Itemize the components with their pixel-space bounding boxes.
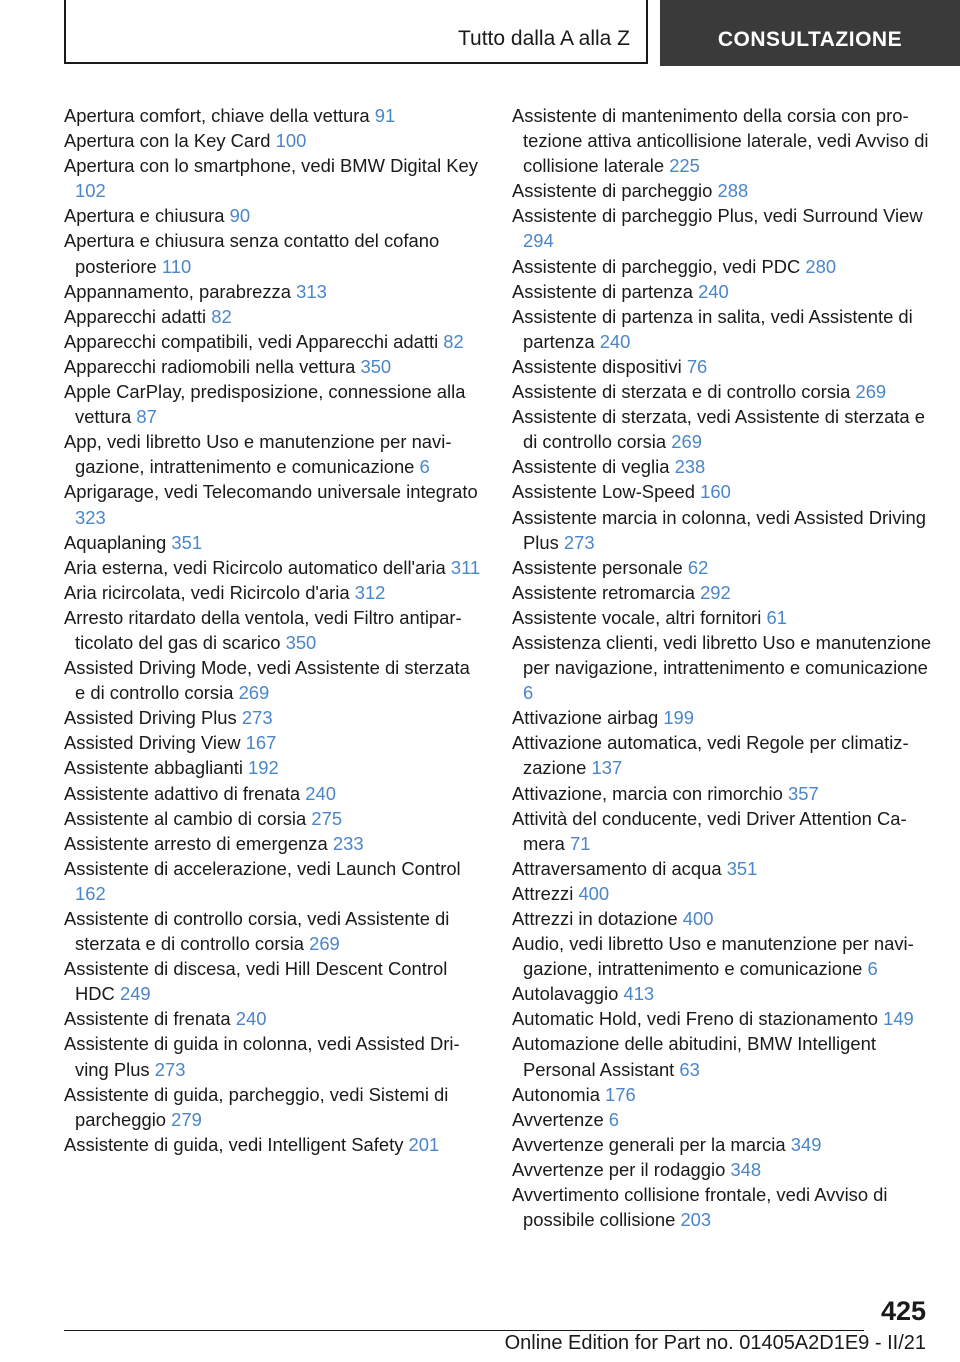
index-page-link[interactable]: 273 xyxy=(563,531,595,553)
index-entry-text: Audio, vedi libretto Uso e manutenzione per navigazione, intrattenimento e comunicazione xyxy=(512,933,914,980)
index-entry-text: Assistente retromarcia xyxy=(512,581,695,603)
index-entry-text: Assistenza clienti, vedi libretto Uso e manutenzione per navigazione, intrattenimento e comunicazione xyxy=(512,631,932,679)
index-entry-text: Attivazione, marcia con rimorchio xyxy=(512,782,783,804)
index-page-link[interactable]: 348 xyxy=(730,1158,762,1180)
index-entry xyxy=(512,781,932,806)
index-entry xyxy=(512,1132,932,1157)
index-entry xyxy=(512,505,932,555)
index-entry xyxy=(64,279,482,304)
index-entry-text: Avvertenze per il rodaggio xyxy=(512,1158,726,1180)
index-entry xyxy=(64,781,482,806)
index-entry-text: Assisted Driving Plus xyxy=(64,707,237,729)
index-page-link[interactable]: 100 xyxy=(275,130,307,152)
index-page-link[interactable]: 349 xyxy=(790,1133,822,1155)
index-entry xyxy=(64,555,482,580)
index-entry xyxy=(64,831,482,856)
index-page-link[interactable]: 71 xyxy=(570,832,591,854)
index-entry xyxy=(512,379,932,404)
index-page-link[interactable]: 350 xyxy=(285,631,317,653)
index-entry xyxy=(64,530,482,555)
index-entry-text: Assistente marcia in colonna, vedi Assisted Driving Plus xyxy=(512,506,926,553)
index-entry xyxy=(64,329,482,354)
index-entry-text: Assistente di accelerazione, vedi Launch Control xyxy=(64,857,461,879)
index-entry-text: Attività del conducente, vedi Driver Attention Camera xyxy=(512,807,907,854)
index-page-link[interactable]: 400 xyxy=(578,882,610,904)
index-entry xyxy=(512,1006,932,1031)
index-entry xyxy=(64,730,482,755)
index-entry xyxy=(512,279,932,304)
index-page-link[interactable]: 63 xyxy=(679,1058,700,1080)
index-page-link[interactable]: 137 xyxy=(591,757,623,779)
index-entry-text: Aprigarage, vedi Telecomando universale integrato xyxy=(64,481,478,503)
index-entry-text: Assistente al cambio di corsia xyxy=(64,807,307,829)
index-entry-text: Attrezzi in dotazione xyxy=(512,908,678,929)
header-chapter-title: CONSULTAZIONE xyxy=(717,28,903,51)
index-page-link[interactable]: 269 xyxy=(309,933,340,955)
index-entry-text: Avvertenze generali per la marcia xyxy=(512,1133,786,1155)
index-page-link[interactable]: 91 xyxy=(374,105,396,126)
page-number: 425 xyxy=(880,1296,926,1326)
index-entry-text: App, vedi libretto Uso e manutenzione per navigazione, intrattenimento e comunicazione xyxy=(64,431,452,478)
index-page-link[interactable]: 313 xyxy=(296,280,327,302)
index-entry xyxy=(64,705,482,730)
index-page-link[interactable]: 269 xyxy=(238,682,270,704)
index-entry xyxy=(512,103,932,178)
index-page-link[interactable]: 273 xyxy=(154,1058,186,1080)
index-entry-text: Avvertimento collisione frontale, vedi Avviso di possibile collisione xyxy=(512,1184,888,1231)
index-entry-text: Assistente di mantenimento della corsia con protezione attiva anticollisione laterale, vedi Avviso di collisione laterale xyxy=(512,105,929,177)
index-entry-text: Assistente Low-Speed xyxy=(512,481,695,503)
index-entry-text: Assistente di guida in colonna, vedi Assisted Driving Plus xyxy=(64,1033,460,1080)
index-page-link[interactable]: 167 xyxy=(245,732,277,754)
index-page-link[interactable]: 413 xyxy=(623,983,655,1005)
index-entry xyxy=(512,1157,932,1182)
index-column-left xyxy=(64,103,482,1157)
index-page-link[interactable]: 162 xyxy=(75,882,106,904)
index-entry-text: Avvertenze xyxy=(512,1108,604,1130)
index-page-link[interactable]: 269 xyxy=(855,381,887,403)
index-entry xyxy=(64,906,482,956)
index-entry-text: Assistente di frenata xyxy=(64,1008,231,1030)
index-entry xyxy=(512,479,932,504)
index-entry xyxy=(64,605,482,655)
index-page-link[interactable]: 149 xyxy=(883,1008,914,1030)
index-entry xyxy=(512,178,932,203)
index-entry xyxy=(64,1132,482,1157)
index-entry-text: Assisted Driving View xyxy=(64,732,241,754)
index-page-link[interactable]: 61 xyxy=(766,606,787,628)
index-entry-text: Autonomia xyxy=(512,1083,600,1105)
index-entry-text: Apple CarPlay, predisposizione, connessione alla vettura xyxy=(64,381,466,428)
index-page-link[interactable]: 6 xyxy=(419,456,430,478)
index-page-link[interactable]: 275 xyxy=(311,807,343,829)
index-page-link[interactable]: 199 xyxy=(663,707,695,729)
index-entry xyxy=(512,254,932,279)
index-page-link[interactable]: 240 xyxy=(235,1008,267,1030)
index-entry-text: Attivazione automatica, vedi Regole per climatizzazione xyxy=(512,732,909,779)
index-entry xyxy=(512,931,932,981)
index-entry xyxy=(64,128,482,153)
index-entry xyxy=(64,479,482,529)
index-page-link[interactable]: 176 xyxy=(605,1083,636,1105)
index-page-link[interactable]: 62 xyxy=(687,556,709,578)
index-entry-text: Assisted Driving Mode, vedi Assistente di sterzata e di controllo corsia xyxy=(64,657,470,704)
index-entry-text: Automazione delle abitudini, BMW Intelligent Personal Assistant xyxy=(512,1033,876,1080)
index-entry-text: Assistente di partenza xyxy=(512,280,693,302)
index-page-link[interactable]: 233 xyxy=(332,832,364,854)
index-entry-text: Automatic Hold, vedi Freno di stazionamento xyxy=(512,1008,878,1030)
index-entry xyxy=(512,981,932,1006)
header-chapter-tab xyxy=(660,0,960,66)
index-column-right xyxy=(512,103,932,1232)
index-page-link[interactable]: 351 xyxy=(171,531,203,553)
index-page-link[interactable]: 294 xyxy=(523,230,554,252)
index-entry-text: Assistente adattivo di frenata xyxy=(64,782,301,804)
index-entry-text: Assistente di sterzata e di controllo corsia xyxy=(512,381,851,403)
index-entry xyxy=(512,203,932,253)
index-page-link[interactable]: 351 xyxy=(726,857,758,879)
index-page-link[interactable]: 273 xyxy=(241,707,273,729)
index-entry xyxy=(64,228,482,278)
index-page-link[interactable]: 160 xyxy=(700,481,731,503)
index-page-link[interactable]: 6 xyxy=(523,682,534,704)
index-entry-text: Assistente di parcheggio Plus, vedi Surround View xyxy=(512,205,923,227)
index-page-link[interactable]: 288 xyxy=(717,180,749,202)
index-entry-text: Assistente di discesa, vedi Hill Descent Control HDC xyxy=(64,958,448,1005)
index-page-link[interactable]: 6 xyxy=(867,958,878,980)
index-entry-text: Apertura e chiusura xyxy=(64,205,225,227)
index-entry-text: Assistente di partenza in salita, vedi Assistente di partenza xyxy=(512,305,913,352)
index-page-link[interactable]: 6 xyxy=(608,1108,620,1130)
index-entry xyxy=(64,655,482,705)
index-page-link[interactable]: 357 xyxy=(787,782,819,804)
index-entry-text: Assistente di parcheggio, vedi PDC xyxy=(512,255,801,277)
index-entry xyxy=(512,605,932,630)
index-page-link[interactable]: 87 xyxy=(136,406,157,428)
index-entry xyxy=(512,881,932,906)
index-page-link[interactable]: 323 xyxy=(75,506,106,528)
index-page-link[interactable]: 269 xyxy=(671,431,702,453)
index-entry-text: Appannamento, parabrezza xyxy=(64,280,291,302)
index-page-link[interactable]: 90 xyxy=(229,205,251,227)
index-entry-text: Assistente di guida, vedi Intelligent Safety xyxy=(64,1133,404,1155)
index-entry xyxy=(64,103,482,128)
index-page-link[interactable]: 82 xyxy=(443,330,464,352)
index-entry-text: Apertura con lo smartphone, vedi BMW Digital Key xyxy=(64,155,478,177)
index-page-link[interactable]: 240 xyxy=(599,330,631,352)
index-entry xyxy=(64,956,482,1006)
index-entry-text: Apertura e chiusura senza contatto del cofano posteriore xyxy=(64,230,440,277)
index-entry xyxy=(512,730,932,780)
index-entry-text: Assistente personale xyxy=(512,556,683,578)
index-page-link[interactable]: 312 xyxy=(354,581,386,603)
index-page-link[interactable]: 76 xyxy=(686,355,708,377)
index-entry-text: Apparecchi adatti xyxy=(64,305,207,327)
index-entry-text: Assistente vocale, altri fornitori xyxy=(512,606,762,628)
index-entry xyxy=(64,856,482,906)
index-entry-text: Assistente di guida, parcheggio, vedi Sistemi di parcheggio xyxy=(64,1083,449,1130)
index-entry xyxy=(64,429,482,479)
index-page-link[interactable]: 238 xyxy=(674,456,706,478)
index-entry xyxy=(512,304,932,354)
index-entry xyxy=(512,354,932,379)
index-entry xyxy=(512,806,932,856)
index-entry-text: Apertura comfort, chiave della vettura xyxy=(64,105,370,126)
index-entry-text: Assistente di controllo corsia, vedi Assistente di sterzata e di controllo corsia xyxy=(64,908,450,955)
index-entry xyxy=(512,630,932,705)
index-entry xyxy=(64,379,482,429)
index-entry xyxy=(64,1006,482,1031)
index-entry xyxy=(512,705,932,730)
index-page-link[interactable]: 110 xyxy=(161,255,192,277)
index-entry-text: Assistente di parcheggio xyxy=(512,180,713,202)
index-entry xyxy=(512,1082,932,1107)
index-entry xyxy=(64,755,482,780)
index-page-link[interactable]: 82 xyxy=(211,305,232,327)
footer-divider xyxy=(64,1330,864,1331)
footer-edition: Online Edition for Part no. 01405A2D1E9 - II/21 xyxy=(504,1332,926,1354)
index-entry-text: Assistente di veglia xyxy=(512,456,670,478)
index-entry-text: Autolavaggio xyxy=(512,983,619,1005)
index-page-link[interactable]: 280 xyxy=(805,255,837,277)
index-entry xyxy=(64,203,482,228)
index-page-link[interactable]: 102 xyxy=(75,180,106,202)
header-section-box xyxy=(64,0,648,64)
index-page-link[interactable]: 240 xyxy=(698,280,729,302)
index-entry xyxy=(512,906,932,931)
index-entry xyxy=(512,454,932,479)
index-entry-text: Attrezzi xyxy=(512,882,574,904)
index-entry-text: Aria esterna, vedi Ricircolo automatico dell'aria xyxy=(64,556,446,578)
index-entry xyxy=(512,555,932,580)
index-entry-text: Assistente arresto di emergenza xyxy=(64,832,328,854)
index-entry xyxy=(512,1031,932,1081)
index-entry-text: Aria ricircolata, vedi Ricircolo d'aria xyxy=(64,581,350,603)
index-page-link[interactable]: 400 xyxy=(682,908,714,929)
index-entry xyxy=(64,1082,482,1132)
index-entry xyxy=(512,404,932,454)
index-entry-text: Aquaplaning xyxy=(64,531,167,553)
index-entry-text: Assistente di sterzata, vedi Assistente di sterzata e di controllo corsia xyxy=(512,406,925,453)
index-entry-text: Arresto ritardato della ventola, vedi Filtro antiparticolato del gas di scarico xyxy=(64,606,462,653)
index-entry xyxy=(512,580,932,605)
index-page-link[interactable]: 311 xyxy=(450,556,481,578)
index-page-link[interactable]: 203 xyxy=(680,1209,712,1231)
index-page-link[interactable]: 240 xyxy=(305,782,336,804)
index-entry xyxy=(64,1031,482,1081)
index-entry-text: Apparecchi radiomobili nella vettura xyxy=(64,355,356,377)
index-page-link[interactable]: 201 xyxy=(408,1133,440,1155)
index-page-link[interactable]: 279 xyxy=(171,1108,202,1130)
index-entry-text: Assistente dispositivi xyxy=(512,355,682,377)
index-entry-text: Assistente abbaglianti xyxy=(64,757,243,779)
index-entry-text: Attraversamento di acqua xyxy=(512,857,722,879)
index-page-link[interactable]: 225 xyxy=(669,155,700,177)
index-entry xyxy=(512,856,932,881)
index-page-link[interactable]: 192 xyxy=(248,757,279,779)
index-entry xyxy=(64,354,482,379)
index-entry xyxy=(64,153,482,203)
index-page-link[interactable]: 292 xyxy=(700,581,731,603)
index-entry-text: Apertura con la Key Card xyxy=(64,130,271,152)
index-entry-text: Apparecchi compatibili, vedi Apparecchi adatti xyxy=(64,330,439,352)
index-page-link[interactable]: 249 xyxy=(119,983,151,1005)
index-entry xyxy=(512,1182,932,1232)
index-entry xyxy=(64,304,482,329)
page-header xyxy=(64,0,960,66)
index-entry xyxy=(512,1107,932,1132)
index-page-link[interactable]: 350 xyxy=(360,355,392,377)
index-entry xyxy=(64,580,482,605)
header-section-title: Tutto dalla A alla Z xyxy=(458,27,630,50)
index-entry-text: Attivazione airbag xyxy=(512,707,659,729)
index-entry xyxy=(64,806,482,831)
